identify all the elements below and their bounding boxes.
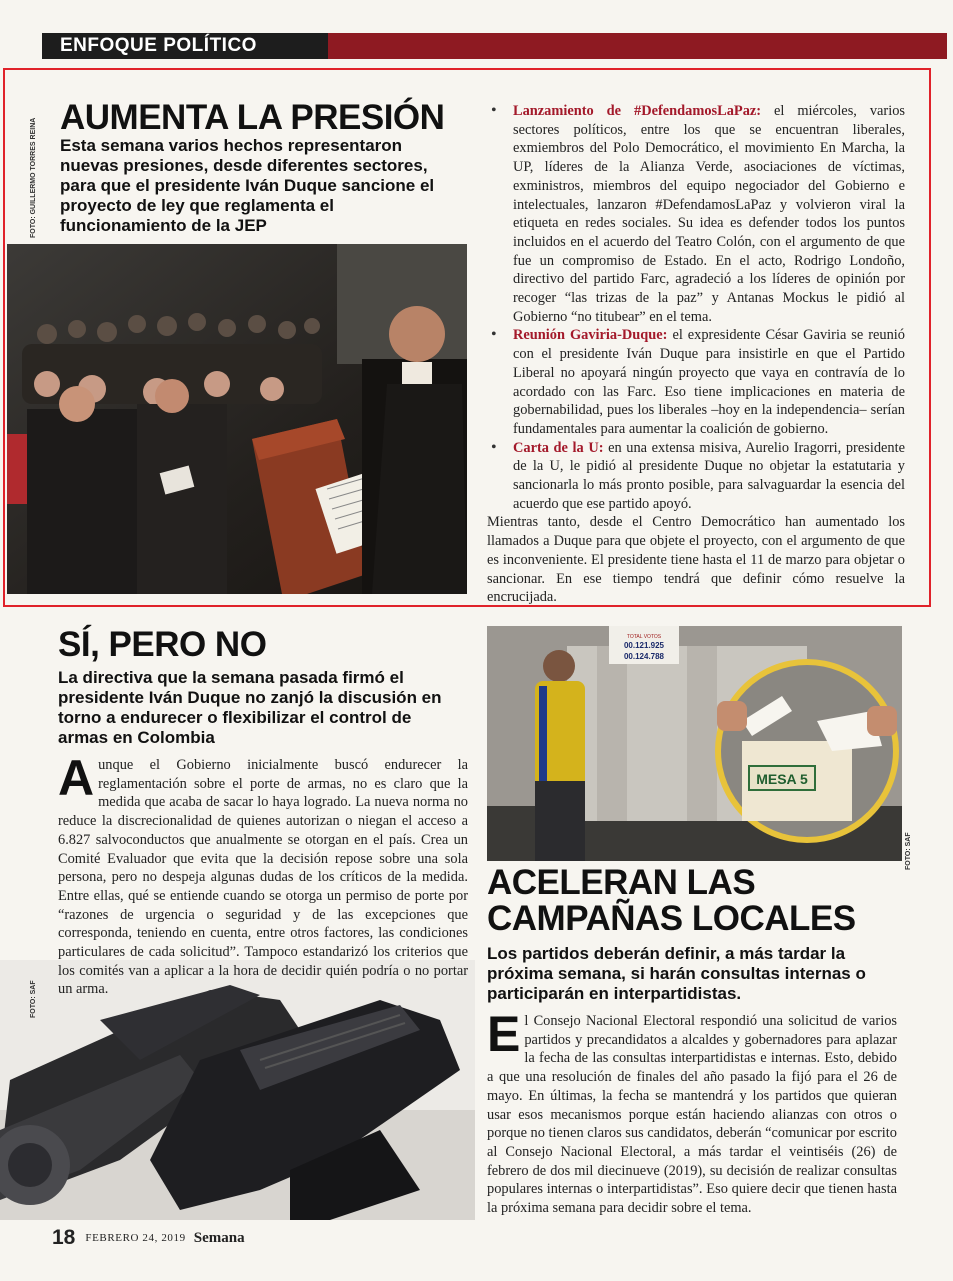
story3-photo-voting [487, 626, 902, 861]
story1-bullet-1 [487, 102, 905, 326]
magazine-name: Semana [193, 1229, 245, 1246]
story2-dropcap: A [58, 750, 95, 806]
story1-photo-conference [7, 244, 467, 594]
story1-closing: Mientras tanto, desde el Centro Democrático han aumentado los llamados a Duque para que objete el proyecto, con el argumento de que es inconveniente. El presidente tiene hasta el 11 de marzo para objetar o sancionar. En ese tiempo tendrá que definir cómo resuelve la encrucijada. [487, 514, 905, 606]
svg-text:TOTAL VOTOS: TOTAL VOTOS [626, 634, 662, 640]
story1-body [487, 102, 905, 607]
story2-photo-credit: FOTO: SAF [30, 980, 37, 1018]
section-band [328, 33, 947, 59]
counter-1: 00.121.925 [623, 641, 665, 650]
section-header [42, 33, 947, 59]
section-label: ENFOQUE POLÍTICO [42, 33, 328, 59]
story3-body-wrap [487, 1006, 897, 1218]
story2-body-text: unque el Gobierno inicialmente buscó endurecer la reglamentación sobre el porte de armas, no es claro que la medida que acaba de sacar lo haya logrado. La nueva norma no reduce la discrecionalidad de quienes autorizan o niegan el acceso a 6.827 salvoconductos que anualmente se otorgan en el país. Crea un Comité Evaluador que evita que la decisión repose sobre una sola persona, pero no despeja algunas dudas de los críticos de la medida. Entre ellas, qué se entiende cuando se otorga un permiso de porte por “razones de urgencia o seguridad y de las excepciones que corresponda, teniendo en cuenta, entre otros factores, las condiciones particulares de cada solicitud”. Tampoco estandarizó los criterios que los comités van a aplicar a la hora de decidir quién podría o no portar un arma. [58, 757, 468, 998]
issue-date: FEBRERO 24, 2019 [85, 1232, 186, 1244]
bullet-text: el miércoles, varios sectores políticos, entre los que se encuentran liberales, exmiembros del Polo Democrático, el movimiento En Marcha, la UP, líderes de la Alianza Verde, asociaciones de víctimas, exministros, miembros del equipo negociador del Gobierno e intelectuales, lanzaron #DefendamosLaPaz y volvieron viral la etiqueta en redes sociales. Su idea es defender todos los puntos incluidos en el acuerdo del Teatro Colón, con el argumento de que fue un compromiso de Estado. En el acto, Rodrigo Londoño, directivo del partido Farc, agradeció a los líderes de opinión por recoger “las trizas de la paz” y Antanas Mockus le pidió al Gobierno “no titubear” en el tema. [513, 103, 905, 325]
page-footer [52, 1226, 245, 1250]
story1-bullet-2 [487, 326, 905, 438]
bullet-lead: Carta de la U: [513, 439, 604, 456]
page-number: 18 [52, 1226, 76, 1249]
mesa-label: MESA 5 [756, 771, 808, 787]
story1-bullet-3 [487, 439, 905, 514]
story2-body-wrap [58, 750, 468, 999]
story1-headline: AUMENTA LA PRESIÓN [60, 98, 445, 137]
story1-deck: Esta semana varios hechos representaron nuevas presiones, desde diferentes sectores, para que el presidente Iván Duque sancione el proyecto de ley que reglamenta el funcionamiento de la JEP [60, 136, 435, 235]
story2-headline: SÍ, PERO NO [58, 625, 267, 664]
counter-2: 00.124.788 [623, 652, 665, 661]
bullet-text: en una extensa misiva, Aurelio Iragorri, presidente de la U, le pidió al presidente Duque no objetar la estatutaria y sancionarla lo más pronto posible, para salvaguardar la esencia del acuerdo que ese partido apoyó. [513, 439, 905, 512]
story1-photo-credit: FOTO: GUILLERMO TORRES REINA [30, 117, 37, 238]
bullet-lead: Lanzamiento de #DefendamosLaPaz: [513, 103, 762, 119]
story3-headline: ACELERAN LAS CAMPAÑAS LOCALES [487, 863, 856, 938]
story3-body-text: l Consejo Nacional Electoral respondió una solicitud de varios partidos y precandidatos a alcaldes y gobernadores para aplazar la fecha de las consultas interpartidistas e internas. Esto, debido a que una resolución de finales del año pasado la fijó para el 26 de mayo. En últimas, la fecha se mantendrá y los partidos que quieran usar esos mecanismos porque están haciendo alianzas con otros o porque no tienen claros sus candidatos, deberán “comunicar por escrito al Consejo Nacional Electoral, a más tardar el veintiséis (26) de febrero de dos mil diecinueve (2019), su decisión de realizar consultas populares internas o interpartidistas”. Eso quiere decir que tienen hasta la próxima semana para decidir sobre el tema. [487, 1013, 897, 1217]
bullet-text: el expresidente César Gaviria se reunió con el presidente Iván Duque para insistirle en que el Partido Liberal no apoyará ningún proyecto que vaya en contravía de lo acordado con las Farc. Eso tiene implicaciones en materia de gobernabilidad, pues los liberales –hoy en la independencia– serían fundamentales para aumentar la coalición de gobierno. [513, 327, 905, 437]
story2-deck: La directiva que la semana pasada firmó el presidente Iván Duque no zanjó la discusión en torno a endurecer o flexibilizar el control de armas en Colombia [58, 668, 442, 747]
story3-deck: Los partidos deberán definir, a más tardar la próxima semana, si harán consultas internas o participarán en interpartidistas. [487, 944, 866, 1003]
story3-dropcap: E [487, 1006, 521, 1062]
story3-photo-credit: FOTO: SAF [905, 832, 912, 870]
bullet-lead: Reunión Gaviria-Duque: [513, 327, 668, 344]
